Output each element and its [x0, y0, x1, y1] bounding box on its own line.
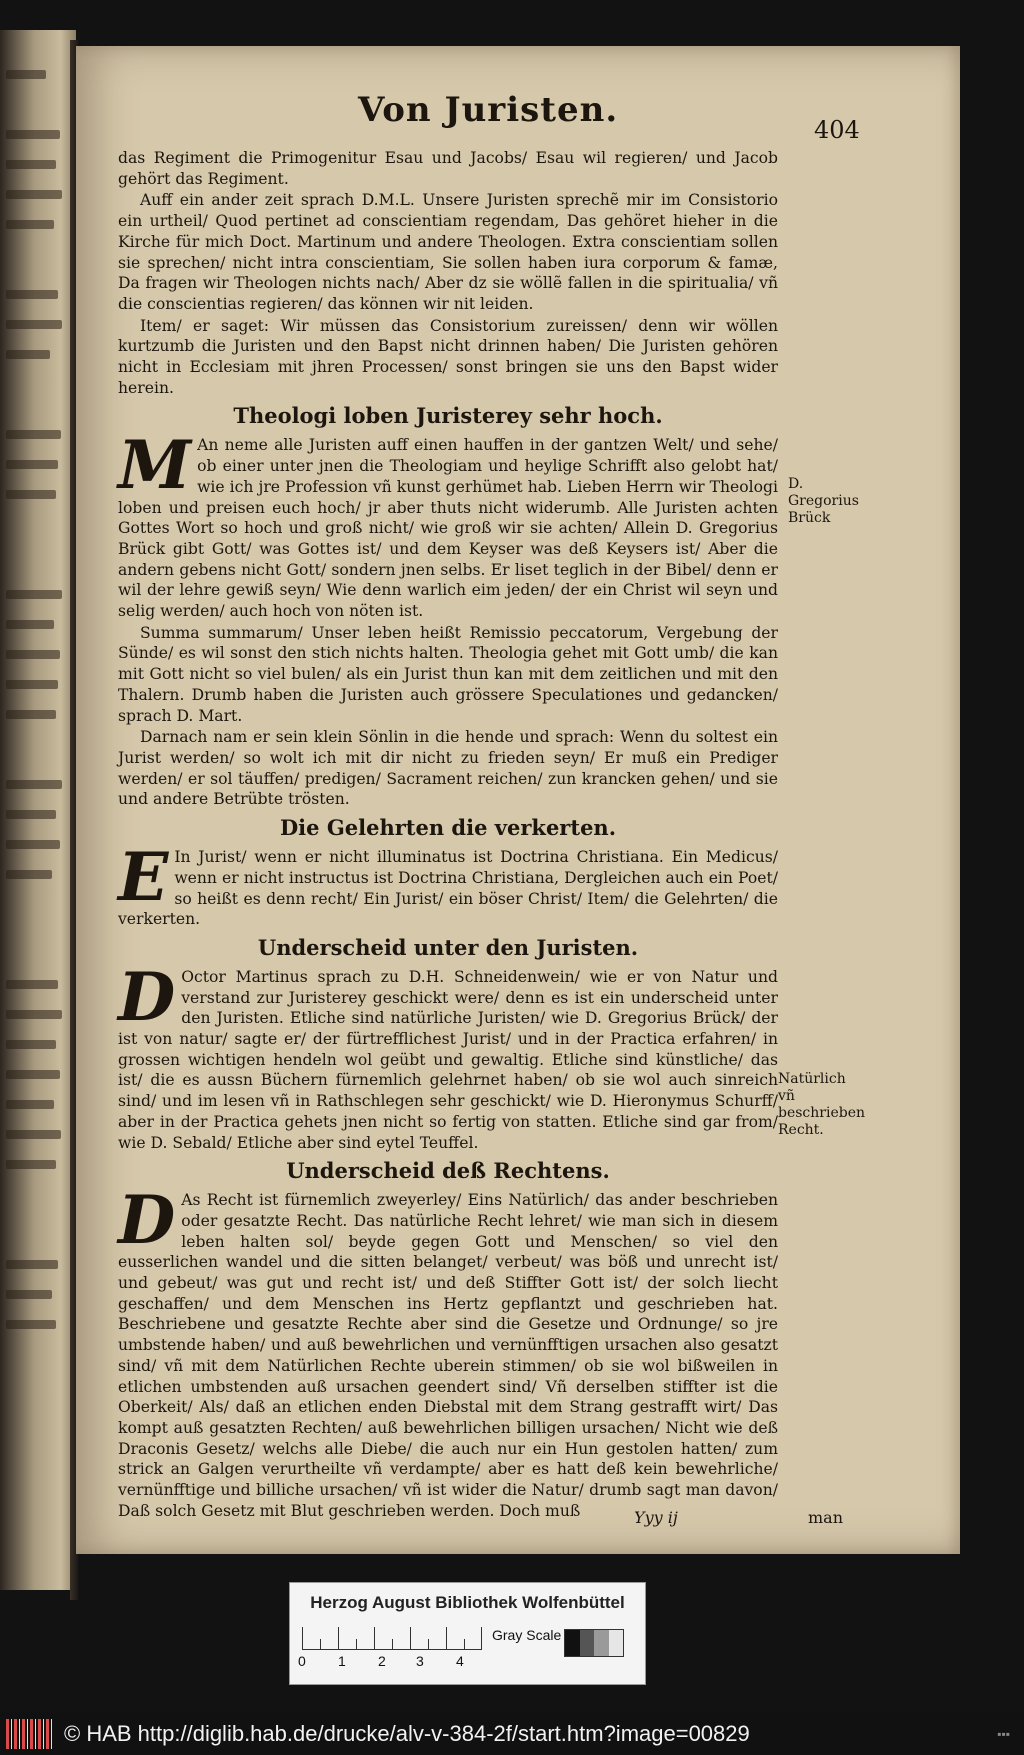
- paragraph: [118, 426, 778, 621]
- gray-swatch: [609, 1630, 624, 1656]
- facing-page-text: [6, 130, 60, 139]
- gray-swatch: [565, 1630, 580, 1656]
- page-number: 404: [814, 116, 860, 144]
- drop-cap: D: [118, 957, 176, 1036]
- section-heading: Underscheid deß Rechtens.: [286, 1158, 610, 1184]
- ruler-tick: [481, 1627, 482, 1649]
- paragraph-text: Auff ein ander zeit sprach D.M.L. Unsere Juristen sprechẽ mir im Consistorio ein urtheil/ Quod pertinet ad conscientiam regendam, Das gehöret hieher in die Kirche für mich Doct. Martinum und andere Theologen. Extra conscientiam sollen sie sprechen/ nicht intra conscientiam, Sie sollen haben iura corporum & famæ, Da fragen wir Theologen nichts nach/ Aber dz sie wöllẽ fallen in die spiritualia/ vñ die conscientias regieren/ das können wir nit leiden.: [118, 191, 778, 313]
- paragraph: [118, 957, 778, 1153]
- footer-dots: ▪▪▪: [997, 1726, 1010, 1741]
- ruler-tick: [392, 1639, 393, 1649]
- signature-mark: Yyy ij: [634, 1508, 678, 1527]
- facing-page-text: [6, 190, 62, 199]
- drop-cap: E: [118, 838, 169, 917]
- paragraph-text: Summa summarum/ Unser leben heißt Remissio peccatorum, Vergebung der Sünde/ es wil sonst den stich nichts halten. Theologia gehet mit Gott umb/ die kan mit Gott nicht so viel bulen/ als ein Jurist thun kan mit dem zeitlichen und mit den Thalern. Drumb haben die Juristen auch grössere Speculationes und gedancken/ sprach D. Mart.: [118, 623, 778, 725]
- facing-page-text: [6, 780, 62, 789]
- ruler-number: 0: [298, 1653, 306, 1669]
- facing-page-text: [6, 1260, 58, 1269]
- facing-page-text: [6, 160, 56, 169]
- facing-page-text: [6, 710, 56, 719]
- facing-page-text: [6, 1130, 61, 1139]
- ruler-tick: [302, 1627, 303, 1649]
- section-heading: Underscheid unter den Juristen.: [257, 934, 639, 960]
- facing-page-text: [6, 980, 58, 989]
- ruler-number: 3: [416, 1653, 424, 1669]
- ruler-tick: [338, 1627, 339, 1649]
- paragraph-text: In Jurist/ wenn er nicht illuminatus ist Doctrina Christiana. Ein Medicus/ wenn er nicht instructus ist Doctrina Christiana, Dergleichen auch ein Poet/ so heißt es denn recht/ Ein Jurist/ ein böser Christ/ Item/ die Gelehrten/ die verkerten.: [118, 848, 778, 929]
- facing-page-text: [6, 680, 58, 689]
- facing-page-text: [6, 650, 60, 659]
- paragraph: [118, 1181, 778, 1521]
- facing-page-text: [6, 1290, 52, 1299]
- ruler-tick: [374, 1627, 375, 1649]
- ruler-tick: [410, 1627, 411, 1649]
- facing-page-text: [6, 810, 56, 819]
- paragraph: [118, 623, 778, 727]
- ruler-number: 4: [456, 1653, 464, 1669]
- footer-bar: [0, 1712, 1024, 1755]
- drop-cap: M: [118, 426, 192, 505]
- margin-note: D. Gregorius Brück: [788, 476, 859, 526]
- paragraph: [118, 727, 778, 810]
- ruler-number: 1: [338, 1653, 346, 1669]
- paragraph: [118, 148, 778, 189]
- section-heading: Theologi loben Juristerey sehr hoch.: [233, 403, 663, 429]
- paragraph-text: Darnach nam er sein klein Sönlin in die hende und sprach: Wenn du soltest ein Jurist werden/ so wolt ich mit dir nicht zu frieden seyn/ Er muß ein Prediger werden/ er sol täuffen/ predigen/ Sacrament reichen/ zun krancken gehen/ und sie und andere Betrübte trösten.: [118, 728, 778, 809]
- paragraph-text: Item/ er saget: Wir müssen das Consistorium zureissen/ denn wir wöllen kurtzumb die Juristen und den Bapst nicht drinnen haben/ Die Juristen gehören nicht in Ecclesiam mit jhren Processen/ sonst bringen sie uns den Bapst wider herein.: [118, 316, 778, 397]
- hab-logo-icon: [6, 1719, 52, 1749]
- book-page: [76, 46, 960, 1554]
- gray-swatch: [594, 1630, 609, 1656]
- facing-page-text: [6, 350, 50, 359]
- facing-page-text: [6, 620, 54, 629]
- paragraph-text: das Regiment die Primogenitur Esau und Jacobs/ Esau wil regieren/ und Jacob gehört das Regiment.: [118, 149, 778, 188]
- ruler-tick: [320, 1639, 321, 1649]
- facing-page-text: [6, 1320, 56, 1329]
- gray-scale-label: Gray Scale: [492, 1627, 562, 1643]
- running-head: Von Juristen.: [358, 90, 619, 130]
- facing-page-text: [6, 490, 56, 499]
- facing-page-text: [6, 1160, 56, 1169]
- facing-page-text: [6, 1010, 62, 1019]
- catchword: man: [808, 1508, 844, 1527]
- facing-page-text: [6, 290, 58, 299]
- color-scale-card: [289, 1582, 646, 1685]
- ruler-tick: [428, 1639, 429, 1649]
- ruler-tick: [464, 1639, 465, 1649]
- facing-page-text: [6, 840, 60, 849]
- body-text: [118, 148, 778, 1522]
- facing-page-text: [6, 320, 62, 329]
- ruler-number: 2: [378, 1653, 386, 1669]
- facing-page-text: [6, 1040, 56, 1049]
- ruler: [302, 1627, 482, 1650]
- paragraph-text: Octor Martinus sprach zu D.H. Schneidenwein/ wie er von Natur und verstand zur Juristerey geschickt were/ denn es ist ein underscheid unter den Juristen. Etliche sind natürliche Juristen/ wie D. Gregorius Brück/ der ist von natur/ sagte er/ der fürtrefflichest Jurist/ und in der Practica erfahren/ in grossen wichtigen hendeln wol geübt und gewaltig. Etliche sind künstliche/ das ist/ die es aussn Büchern fürnemlich gelehrnet haben/ ob sie wol auch sinreich sind/ und im lesen vñ in Rathschlegen sehr geschickt/ wie D. Hieronymus Schurff/ aber in der Practica gehets jnen nicht so fertig von statten. Etliche sind gar from/ wie D. Sebald/ Etliche aber sind eytel Teuffel.: [118, 967, 778, 1152]
- footer-credit: © HAB http://diglib.hab.de/drucke/alv-v-384-2f/start.htm?image=00829: [64, 1720, 750, 1746]
- facing-page-text: [6, 870, 52, 879]
- facing-page-edge: [0, 30, 76, 1590]
- ruler-tick: [446, 1627, 447, 1649]
- paragraph: [118, 190, 778, 314]
- facing-page-text: [6, 1100, 54, 1109]
- paragraph: [118, 316, 778, 399]
- margin-note: Natürlich vñ beschrieben Recht.: [778, 1071, 866, 1138]
- facing-page-text: [6, 220, 54, 229]
- paragraph-text: As Recht ist fürnemlich zweyerley/ Eins Natürlich/ das ander beschrieben oder gesatzte Recht. Das natürliche Recht lehret/ wie man sich in diesem leben halten sol/ beyde gegen Gott und Menschen/ so viel den eusserlichen wandel und die sitten belanget/ verbeut/ was böß und unrecht ist/ und gebeut/ was gut und recht ist/ und deß Stiffter Gott ist/ der solch liecht geschaffen/ und dem Menschen ins Hertz gepflantzt und geschrieben hat. Beschriebene und gesatzte Rechte aber sind die Gesetze und Ordnunge/ so jre umbstende haben/ und auß bewehrlichen und vernünfftigen ursachen also gesatzt sind/ vñ mit dem Natürlichen Rechte uberein stimmen/ ob sie wol bißweilen in etlichen umbstenden auß ursachen geendert sind/ Vñ derselben stiffter ist die Oberkeit/ Als/ daß an etlichen enden Diebstal mit dem Strang gestrafft wirt/ Das kompt auß gesatzten Rechten/ auß bewehrlichen billigen ursachen/ Nicht wie deß Draconis Gesetz/ welchs alle Diebe/ die auch nur ein Hun gestolen hatten/ zum strick an Galgen verurtheilte vñ verdampte/ aber es hatt deß kein bewehrliche/ vernünfftige und billiche ursachen/ vñ ist wider die Natur/ drumb sagt man davon/ Daß solch Gesetz mit Blut geschrieben werden. Doch muß: [118, 1191, 778, 1520]
- ruler-tick: [356, 1639, 357, 1649]
- gray-swatch: [580, 1630, 595, 1656]
- section-heading: Die Gelehrten die verkerten.: [279, 815, 617, 841]
- facing-page-text: [6, 1070, 60, 1079]
- facing-page-text: [6, 430, 61, 439]
- library-name: Herzog August Bibliothek Wolfenbüttel: [310, 1593, 625, 1612]
- drop-cap: D: [118, 1181, 176, 1260]
- facing-page-text: [6, 590, 62, 599]
- facing-page-text: [6, 70, 46, 79]
- gray-scale-steps: [564, 1629, 624, 1657]
- paragraph-text: An neme alle Juristen auff einen hauffen in der gantzen Welt/ und sehe/ ob einer unter jnen die Theologiam und heylige Schrifft also gelobt hat/ wie ich jre Profession vñ kunst gerhümet hab. Lieben Herrn wir Theologi loben und preisen euch hoch/ jr aber thuts nicht widerumb. Alle Juristen achten Gottes Wort so hoch und groß nicht/ wie groß wir sie achten/ Allein D. Gregorius Brück gibt Gott/ was Gottes ist/ und dem Keyser was deß Keysers ist/ Aber die andern gebens nicht Gott/ sondern jnen selbs. Er liset teglich in der Bibel/ denn er wil der lehre gewiß seyn/ Wie denn warlich eim jeden/ der ein Christ wil seyn und selig werden/ auch hoch von nöten ist.: [118, 436, 778, 621]
- paragraph: [118, 838, 778, 930]
- facing-page-text: [6, 460, 58, 469]
